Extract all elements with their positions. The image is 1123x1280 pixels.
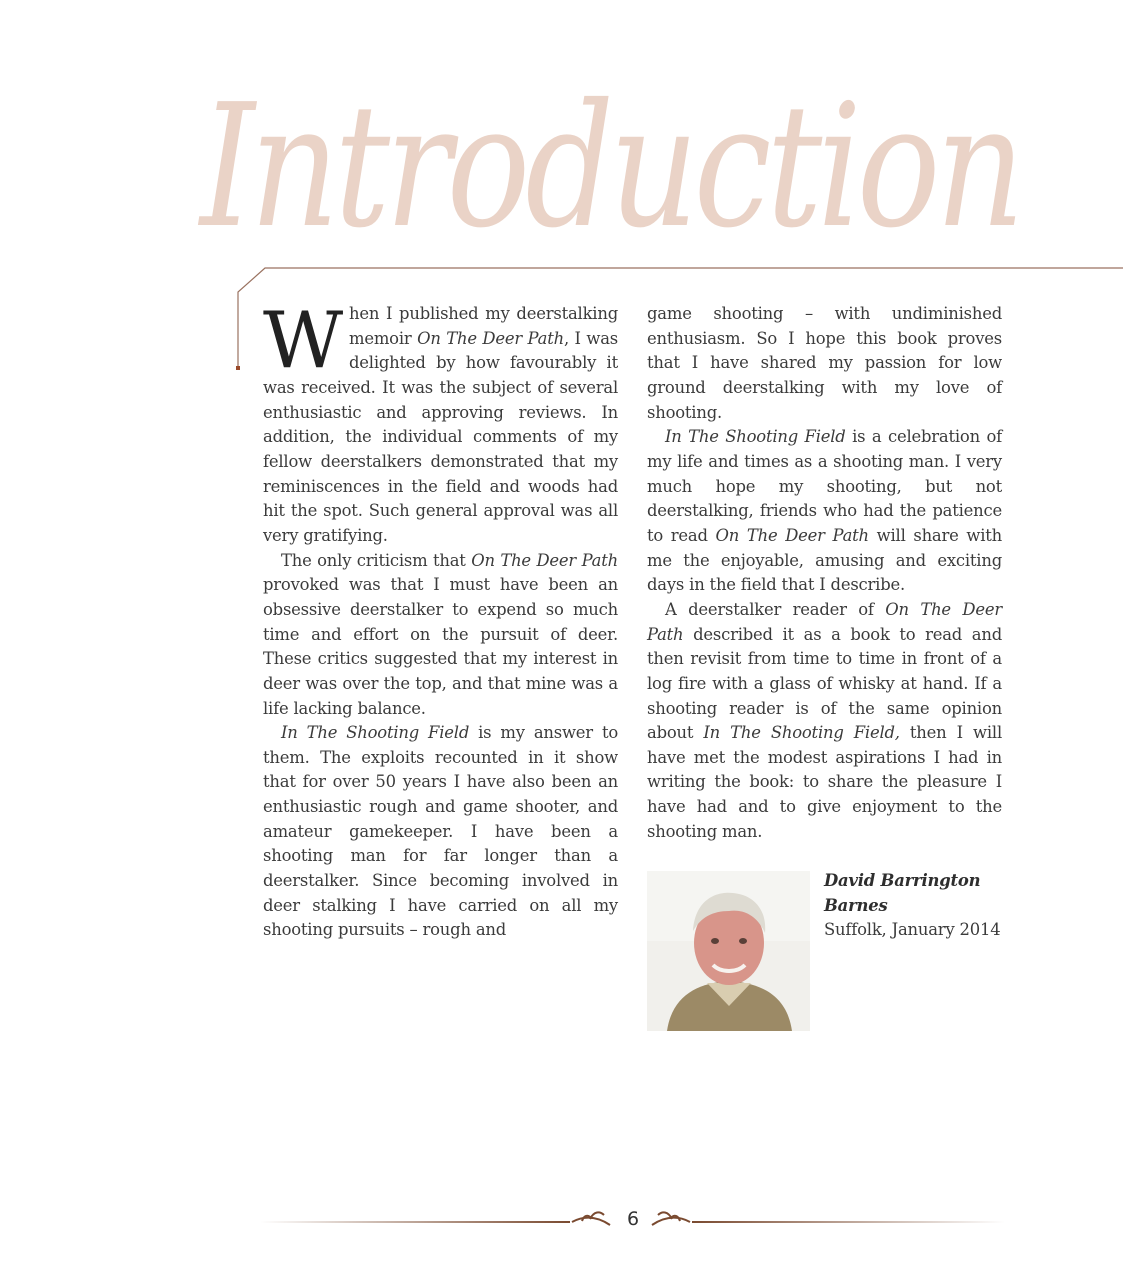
left-column <box>263 296 619 943</box>
author-photo <box>647 871 810 1031</box>
book-title-italic: On The Deer Path <box>647 599 1002 644</box>
book-title-italic: In The Shooting Field, <box>703 723 900 743</box>
page-title <box>197 40 1040 280</box>
left-flourish-icon <box>572 1212 610 1225</box>
book-title-italic: On The Deer Path <box>715 525 869 545</box>
book-title-italic: On The Deer Path <box>417 328 564 348</box>
drop-cap: W <box>263 296 343 386</box>
author-place-date: Suffolk, January 2014 <box>824 920 1001 940</box>
page-number: 6 <box>626 1208 640 1230</box>
text-run: then I will have met the modest aspirations I had in writing the book: to share the pleasure I have had and to give enjoyment to the shooting man. <box>647 723 1002 841</box>
text-run: described it as a book to read and then revisit from time to time in front of a log fire with a glass of whisky at hand. If a shooting reader is of the same opinion about <box>647 624 1002 743</box>
book-title-italic: In The Shooting Field <box>281 723 470 743</box>
text-run: , I was delighted by how favourably it was received. It was the subject of several enthusiastic and approving reviews. In addition, the individual comments of my fellow deerstalkers demonstrated that my reminiscences in the field and woods had hit the spot. Such general approval was all very gratifying. <box>263 328 619 545</box>
paragraph-6 <box>647 598 1002 845</box>
text-run: will share with me the enjoyable, amusing and exciting days in the field that I describe. <box>647 525 1002 595</box>
text-run: A deerstalker reader of <box>665 599 886 619</box>
book-title-italic: On The Deer Path <box>471 550 618 570</box>
text-run: is my answer to them. The exploits recounted in it show that for over 50 years I have also been an enthusiastic rough and game shooter, and amateur gamekeeper. I have been a shooting man for far longer than a deerstalker. Since becoming involved in deer stalking I have carried on all my shooting pursuits – rough and <box>263 723 618 940</box>
paragraph-5 <box>647 425 1002 598</box>
paragraph-1 <box>263 296 619 549</box>
book-title-italic: In The Shooting Field <box>665 427 846 447</box>
text-run: The only criticism that <box>281 550 472 570</box>
signature-block <box>647 869 1002 943</box>
right-column <box>647 302 1002 1031</box>
paragraph-2 <box>263 549 618 722</box>
right-flourish-icon <box>652 1212 690 1225</box>
paragraph-4: game shooting – with undiminished enthusiasm. So I hope this book proves that I have shared my passion for low ground deerstalking with my love of shooting. <box>647 304 1002 422</box>
paragraph-3 <box>263 721 618 943</box>
text-run: hen I published my deerstalking memoir <box>348 304 618 348</box>
page-title-text: Introduction <box>197 68 1020 266</box>
text-run: is a celebration of my life and times as a shooting man. I very much hope my shooting, but not deerstalking, friends who had the patience to read <box>647 427 1002 545</box>
author-name: David Barrington Barnes <box>824 871 981 915</box>
text-run: provoked was that I must have been an obsessive deerstalker to expend so much time and effort on the pursuit of deer. These critics suggested that my interest in deer was over the top, and that mine was a life lacking balance. <box>263 575 618 718</box>
